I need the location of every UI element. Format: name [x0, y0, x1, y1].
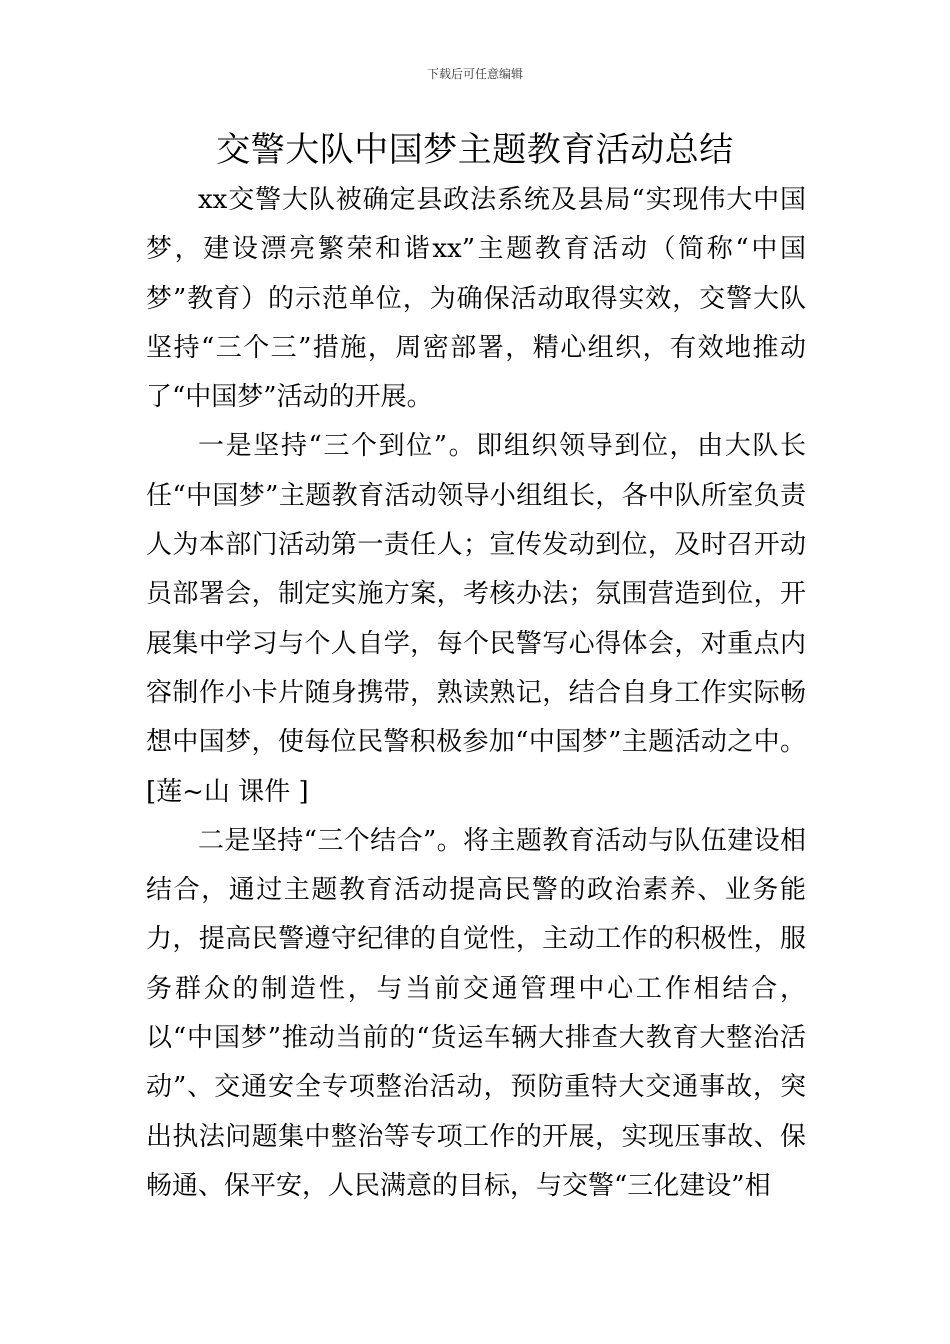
header-note: 下载后可任意编辑 — [426, 67, 523, 81]
paragraph-three-combinations: 二是坚持“三个结合”。将主题教育活动与队伍建设相结合，通过主题教育活动提高民警的政治素养、业务能力，提高民警遵守纪律的自觉性，主动工作的积极性，服务群众的制造性，与当前交通管理中心工作相结合，以“中国梦”推动当前的“货运车辆大排查大教育大整治活动”、交通安全专项整治活动，预防重特大交通事故，突出执法问题集中整治等专项工作的开展，实现压事故、保畅通、保平安，人民满意的目标，与交警“三化建设”相 — [146, 825, 806, 1201]
document-body — [146, 176, 806, 1211]
document-title: 交警大队中国梦主题教育活动总结 — [216, 130, 734, 170]
paragraph-three-in-place: 一是坚持“三个到位”。即组织领导到位，由大队长任“中国梦”主题教育活动领导小组组长，各中队所室负责人为本部门活动第一责任人；宣传发动到位，及时召开动员部署会，制定实施方案，考核办法；氛围营造到位，开展集中学习与个人自学，每个民警写心得体会，对重点内容制作小卡片随身携带，熟读熟记，结合自身工作实际畅想中国梦，使每位民警积极参加“中国梦”主题活动之中。[莲~山 课件 ] — [146, 431, 806, 807]
paragraph-intro: xx交警大队被确定县政法系统及县局“实现伟大中国梦，建设漂亮繁荣和谐xx”主题教育活动（简称“中国梦”教育）的示范单位，为确保活动取得实效，交警大队坚持“三个三”措施，周密部署，精心组织，有效地推动了“中国梦”活动的开展。 — [146, 185, 806, 413]
